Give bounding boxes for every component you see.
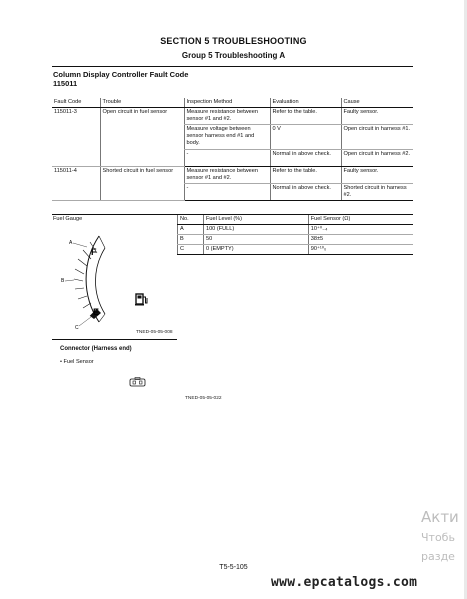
site-watermark: www.epcatalogs.com — [271, 575, 418, 590]
letter-c: C — [75, 325, 79, 331]
page-number: T5-5-105 — [219, 564, 248, 571]
fuel-pump-icon — [135, 294, 147, 306]
inspection-cell: Measure resistance between sensor #1 and #2. — [184, 167, 270, 184]
section-title: SECTION 5 TROUBLESHOOTING — [160, 36, 307, 46]
fuel-level-table — [177, 214, 413, 255]
level-ohms: 10⁺⁰₋₄ — [308, 225, 413, 235]
fuel-gauge-figure — [57, 228, 175, 332]
col-evaluation: Evaluation — [270, 98, 341, 108]
level-ohms: 90⁺¹⁰₀ — [308, 245, 413, 255]
fuel-gauge-label: Fuel Gauge — [53, 216, 83, 222]
cause-cell: Open circuit in harness #2. — [341, 150, 413, 167]
table-row — [178, 245, 414, 255]
table-row — [178, 235, 414, 245]
col-inspection: Inspection Method — [184, 98, 270, 108]
level-table-header — [178, 215, 414, 225]
inspection-cell: Measure resistance between sensor #1 and #2. — [184, 108, 270, 125]
col-fault-code: Fault Code — [52, 98, 100, 108]
col-trouble: Trouble — [100, 98, 184, 108]
col-fuel-sensor: Fuel Sensor (Ω) — [308, 215, 413, 225]
letter-a: A — [69, 240, 73, 246]
inspection-cell: - — [184, 150, 270, 167]
leader-c — [79, 317, 91, 326]
inspection-cell: - — [184, 184, 270, 201]
activation-overlay-line2: Чтобь — [421, 531, 455, 544]
level-percent: 0 (EMPTY) — [203, 245, 308, 255]
inspection-cell: Measure voltage between sensor harness end #1 and body. — [184, 125, 270, 150]
table-row — [52, 167, 413, 184]
level-percent: 100 (FULL) — [203, 225, 308, 235]
level-no: C — [178, 245, 204, 255]
level-percent: 50 — [203, 235, 308, 245]
level-ohms: 38±5 — [308, 235, 413, 245]
col-no: No. — [178, 215, 204, 225]
fault-title: Column Display Controller Fault Code — [53, 70, 189, 79]
connector-title: Connector (Harness end) — [60, 346, 132, 352]
evaluation-cell: 0 V — [270, 125, 341, 150]
gauge-figure-id: TNED-05-05-008 — [136, 330, 173, 335]
col-cause: Cause — [341, 98, 413, 108]
fault-code: 115011 — [53, 79, 78, 88]
evaluation-cell: Refer to the table. — [270, 167, 341, 184]
table-row — [178, 225, 414, 235]
connector-icon — [129, 377, 147, 387]
cause-cell: Faulty sensor. — [341, 108, 413, 125]
empty-mark: E — [93, 307, 100, 317]
title-rule — [52, 66, 413, 67]
col-fuel-level: Fuel Level (%) — [203, 215, 308, 225]
level-no: B — [178, 235, 204, 245]
table-row — [52, 108, 413, 125]
fault-table-header — [52, 98, 413, 108]
cause-cell: Shorted circuit in harness #2. — [341, 184, 413, 201]
leader-b — [65, 280, 74, 281]
gauge-segments — [74, 236, 105, 322]
group-title: Group 5 Troubleshooting A — [181, 51, 286, 60]
fault-table — [52, 98, 413, 201]
connector-item: • Fuel Sensor — [60, 359, 94, 365]
activation-overlay-line3: разде — [421, 550, 455, 563]
fault-code-cell: 115011-3 — [52, 108, 100, 167]
trouble-cell: Open circuit in fuel sensor — [100, 108, 184, 167]
evaluation-cell: Normal in above check. — [270, 150, 341, 167]
full-mark: F — [91, 247, 97, 257]
trouble-cell: Shorted circuit in fuel sensor — [100, 167, 184, 201]
cause-cell: Faulty sensor. — [341, 167, 413, 184]
letter-b: B — [61, 278, 65, 284]
gauge-inner-arc — [95, 248, 105, 314]
cause-cell: Open circuit in harness #1. — [341, 125, 413, 150]
connector-figure-id: TNED-05-05-022 — [185, 396, 222, 401]
evaluation-cell: Normal in above check. — [270, 184, 341, 201]
evaluation-cell: Refer to the table. — [270, 108, 341, 125]
fault-code-cell: 115011-4 — [52, 167, 100, 201]
activation-overlay-line1: Акти — [421, 508, 459, 526]
level-no: A — [178, 225, 204, 235]
leader-a — [73, 243, 87, 247]
